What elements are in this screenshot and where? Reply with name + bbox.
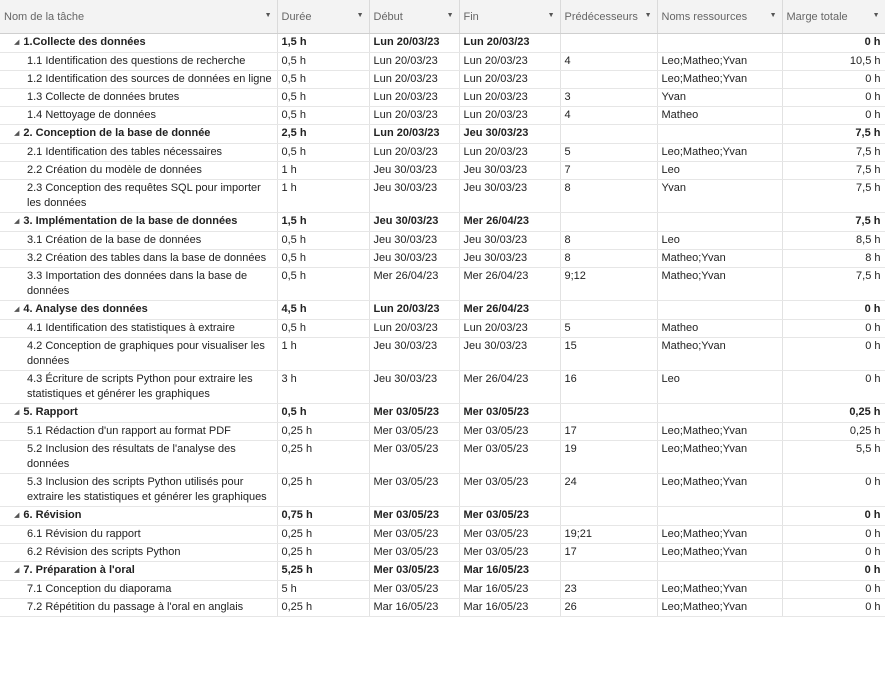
collapse-triangle-icon[interactable]: ◢: [14, 409, 20, 416]
summary-task-row[interactable]: [0, 562, 885, 581]
duration-cell[interactable]: 0,5 h: [277, 268, 369, 301]
duration-cell[interactable]: 0,75 h: [277, 507, 369, 526]
duration-cell[interactable]: 5,25 h: [277, 562, 369, 581]
end-date-cell[interactable]: Mar 16/05/23: [459, 562, 560, 581]
filter-dropdown-icon[interactable]: ▼: [446, 12, 454, 19]
resources-cell[interactable]: [657, 404, 782, 423]
predecessors-cell[interactable]: 8: [560, 180, 657, 213]
column-header-task-name[interactable]: Nom de la tâche ▼: [0, 0, 277, 34]
duration-cell[interactable]: 0,25 h: [277, 423, 369, 441]
total-slack-cell[interactable]: 8,5 h: [782, 232, 885, 250]
start-date-cell[interactable]: Lun 20/03/23: [369, 125, 459, 144]
resources-cell[interactable]: Leo;Matheo;Yvan: [657, 441, 782, 474]
end-date-cell[interactable]: Mer 03/05/23: [459, 507, 560, 526]
resources-cell[interactable]: Matheo;Yvan: [657, 338, 782, 371]
predecessors-cell[interactable]: 5: [560, 320, 657, 338]
start-date-cell[interactable]: Mer 03/05/23: [369, 581, 459, 599]
start-date-cell[interactable]: Jeu 30/03/23: [369, 213, 459, 232]
resources-cell[interactable]: [657, 125, 782, 144]
predecessors-cell[interactable]: 8: [560, 250, 657, 268]
predecessors-cell[interactable]: 4: [560, 53, 657, 71]
resources-cell[interactable]: Yvan: [657, 89, 782, 107]
filter-dropdown-icon[interactable]: ▼: [547, 12, 555, 19]
resources-cell[interactable]: Leo;Matheo;Yvan: [657, 526, 782, 544]
table-row[interactable]: [0, 250, 885, 268]
total-slack-cell[interactable]: 7,5 h: [782, 180, 885, 213]
table-row[interactable]: [0, 544, 885, 562]
table-row[interactable]: [0, 53, 885, 71]
total-slack-cell[interactable]: 0 h: [782, 320, 885, 338]
total-slack-cell[interactable]: 7,5 h: [782, 125, 885, 144]
start-date-cell[interactable]: Mer 03/05/23: [369, 544, 459, 562]
start-date-cell[interactable]: Mer 03/05/23: [369, 404, 459, 423]
resources-cell[interactable]: Leo;Matheo;Yvan: [657, 544, 782, 562]
predecessors-cell[interactable]: 16: [560, 371, 657, 404]
end-date-cell[interactable]: Lun 20/03/23: [459, 34, 560, 53]
task-name-cell[interactable]: ◢ 7. Préparation à l'oral: [0, 562, 277, 581]
start-date-cell[interactable]: Lun 20/03/23: [369, 71, 459, 89]
column-header-predecessors[interactable]: Prédécesseurs ▼: [560, 0, 657, 34]
start-date-cell[interactable]: Jeu 30/03/23: [369, 180, 459, 213]
filter-dropdown-icon[interactable]: ▼: [769, 12, 777, 19]
collapse-triangle-icon[interactable]: ◢: [14, 39, 20, 46]
predecessors-cell[interactable]: 15: [560, 338, 657, 371]
end-date-cell[interactable]: Mer 03/05/23: [459, 404, 560, 423]
header-row: [0, 0, 885, 34]
column-header-duration[interactable]: Durée ▼: [277, 0, 369, 34]
total-slack-cell[interactable]: 0 h: [782, 474, 885, 507]
table-row[interactable]: [0, 371, 885, 404]
predecessors-cell[interactable]: [560, 404, 657, 423]
task-name-cell[interactable]: 7.2 Répétition du passage à l'oral en anglais: [0, 599, 277, 617]
predecessors-cell[interactable]: [560, 213, 657, 232]
duration-cell[interactable]: 1 h: [277, 162, 369, 180]
summary-task-row[interactable]: [0, 507, 885, 526]
table-row[interactable]: [0, 338, 885, 371]
predecessors-cell[interactable]: [560, 301, 657, 320]
end-date-cell[interactable]: Lun 20/03/23: [459, 71, 560, 89]
start-date-cell[interactable]: Jeu 30/03/23: [369, 371, 459, 404]
end-date-cell[interactable]: Mer 03/05/23: [459, 423, 560, 441]
task-name-cell[interactable]: 1.4 Nettoyage de données: [0, 107, 277, 125]
collapse-triangle-icon[interactable]: ◢: [14, 306, 20, 313]
task-name-cell[interactable]: 2.2 Création du modèle de données: [0, 162, 277, 180]
task-name-cell[interactable]: 3.2 Création des tables dans la base de données: [0, 250, 277, 268]
task-name-cell[interactable]: 6.1 Révision du rapport: [0, 526, 277, 544]
start-date-cell[interactable]: Mer 03/05/23: [369, 423, 459, 441]
total-slack-cell[interactable]: 0 h: [782, 371, 885, 404]
start-date-cell[interactable]: Lun 20/03/23: [369, 53, 459, 71]
end-date-cell[interactable]: Mer 26/04/23: [459, 371, 560, 404]
filter-dropdown-icon[interactable]: ▼: [356, 12, 364, 19]
predecessors-cell[interactable]: 17: [560, 544, 657, 562]
summary-task-row[interactable]: [0, 301, 885, 320]
table-row[interactable]: [0, 180, 885, 213]
task-name-cell[interactable]: 1.2 Identification des sources de données en ligne: [0, 71, 277, 89]
predecessors-cell[interactable]: 9;12: [560, 268, 657, 301]
resources-cell[interactable]: [657, 562, 782, 581]
task-name-cell[interactable]: 4.2 Conception de graphiques pour visualiser les données: [0, 338, 277, 371]
end-date-cell[interactable]: Mar 16/05/23: [459, 599, 560, 617]
start-date-cell[interactable]: Lun 20/03/23: [369, 144, 459, 162]
predecessors-cell[interactable]: 7: [560, 162, 657, 180]
task-name-cell[interactable]: 5.1 Rédaction d'un rapport au format PDF: [0, 423, 277, 441]
resources-cell[interactable]: Leo;Matheo;Yvan: [657, 53, 782, 71]
column-header-end[interactable]: Fin ▼: [459, 0, 560, 34]
summary-task-row[interactable]: [0, 125, 885, 144]
end-date-cell[interactable]: Mer 26/04/23: [459, 268, 560, 301]
collapse-triangle-icon[interactable]: ◢: [14, 512, 20, 519]
column-header-total-slack[interactable]: Marge totale ▼: [782, 0, 885, 34]
end-date-cell[interactable]: Mer 03/05/23: [459, 526, 560, 544]
task-name-cell[interactable]: 5.2 Inclusion des résultats de l'analyse des données: [0, 441, 277, 474]
duration-cell[interactable]: 1,5 h: [277, 213, 369, 232]
start-date-cell[interactable]: Lun 20/03/23: [369, 301, 459, 320]
start-date-cell[interactable]: Jeu 30/03/23: [369, 250, 459, 268]
end-date-cell[interactable]: Lun 20/03/23: [459, 107, 560, 125]
start-date-cell[interactable]: Mer 03/05/23: [369, 562, 459, 581]
predecessors-cell[interactable]: [560, 125, 657, 144]
total-slack-cell[interactable]: 0 h: [782, 526, 885, 544]
summary-task-row[interactable]: [0, 404, 885, 423]
start-date-cell[interactable]: Mar 16/05/23: [369, 599, 459, 617]
duration-cell[interactable]: 2,5 h: [277, 125, 369, 144]
resources-cell[interactable]: Leo: [657, 371, 782, 404]
total-slack-cell[interactable]: 0 h: [782, 562, 885, 581]
summary-task-row[interactable]: [0, 34, 885, 53]
table-row[interactable]: [0, 441, 885, 474]
duration-cell[interactable]: 0,25 h: [277, 441, 369, 474]
duration-cell[interactable]: 1,5 h: [277, 34, 369, 53]
task-name-cell[interactable]: 6.2 Révision des scripts Python: [0, 544, 277, 562]
table-row[interactable]: [0, 162, 885, 180]
total-slack-cell[interactable]: 0 h: [782, 89, 885, 107]
duration-cell[interactable]: 0,5 h: [277, 107, 369, 125]
end-date-cell[interactable]: Mer 03/05/23: [459, 441, 560, 474]
total-slack-cell[interactable]: 0 h: [782, 34, 885, 53]
task-name-cell[interactable]: 4.1 Identification des statistiques à extraire: [0, 320, 277, 338]
duration-cell[interactable]: 0,25 h: [277, 544, 369, 562]
duration-cell[interactable]: 0,25 h: [277, 526, 369, 544]
total-slack-cell[interactable]: 10,5 h: [782, 53, 885, 71]
task-name-cell[interactable]: 3.1 Création de la base de données: [0, 232, 277, 250]
duration-cell[interactable]: 0,5 h: [277, 71, 369, 89]
resources-cell[interactable]: [657, 34, 782, 53]
task-name-cell[interactable]: 4.3 Écriture de scripts Python pour extraire les statistiques et générer les graphiques: [0, 371, 277, 404]
duration-cell[interactable]: 3 h: [277, 371, 369, 404]
table-row[interactable]: [0, 599, 885, 617]
task-name-cell[interactable]: 2.1 Identification des tables nécessaires: [0, 144, 277, 162]
resources-cell[interactable]: Leo;Matheo;Yvan: [657, 599, 782, 617]
start-date-cell[interactable]: Mer 03/05/23: [369, 526, 459, 544]
column-header-start[interactable]: Début ▼: [369, 0, 459, 34]
duration-cell[interactable]: 0,5 h: [277, 404, 369, 423]
task-name-cell[interactable]: ◢ 2. Conception de la base de donnée: [0, 125, 277, 144]
table-row[interactable]: [0, 423, 885, 441]
task-name-cell[interactable]: 1.3 Collecte de données brutes: [0, 89, 277, 107]
total-slack-cell[interactable]: 0 h: [782, 544, 885, 562]
duration-cell[interactable]: 4,5 h: [277, 301, 369, 320]
resources-cell[interactable]: Matheo: [657, 107, 782, 125]
predecessors-cell[interactable]: 19: [560, 441, 657, 474]
end-date-cell[interactable]: Lun 20/03/23: [459, 320, 560, 338]
resources-cell[interactable]: Leo: [657, 232, 782, 250]
task-name-cell[interactable]: ◢ 6. Révision: [0, 507, 277, 526]
table-row[interactable]: [0, 581, 885, 599]
collapse-triangle-icon[interactable]: ◢: [14, 218, 20, 225]
resources-cell[interactable]: [657, 301, 782, 320]
total-slack-cell[interactable]: 0 h: [782, 507, 885, 526]
total-slack-cell[interactable]: 7,5 h: [782, 213, 885, 232]
filter-dropdown-icon[interactable]: ▼: [872, 12, 880, 19]
start-date-cell[interactable]: Jeu 30/03/23: [369, 232, 459, 250]
total-slack-cell[interactable]: 0 h: [782, 599, 885, 617]
resources-cell[interactable]: Leo;Matheo;Yvan: [657, 71, 782, 89]
resources-cell[interactable]: Leo;Matheo;Yvan: [657, 474, 782, 507]
start-date-cell[interactable]: Jeu 30/03/23: [369, 162, 459, 180]
end-date-cell[interactable]: Lun 20/03/23: [459, 53, 560, 71]
table-row[interactable]: [0, 268, 885, 301]
duration-cell[interactable]: 1 h: [277, 338, 369, 371]
collapse-triangle-icon[interactable]: ◢: [14, 130, 20, 137]
total-slack-cell[interactable]: 0 h: [782, 581, 885, 599]
resources-cell[interactable]: [657, 213, 782, 232]
predecessors-cell[interactable]: 24: [560, 474, 657, 507]
predecessors-cell[interactable]: 17: [560, 423, 657, 441]
predecessors-cell[interactable]: [560, 562, 657, 581]
predecessors-cell[interactable]: 3: [560, 89, 657, 107]
start-date-cell[interactable]: Mer 03/05/23: [369, 441, 459, 474]
filter-dropdown-icon[interactable]: ▼: [264, 12, 272, 19]
collapse-triangle-icon[interactable]: ◢: [14, 567, 20, 574]
start-date-cell[interactable]: Lun 20/03/23: [369, 107, 459, 125]
predecessors-cell[interactable]: [560, 507, 657, 526]
end-date-cell[interactable]: Jeu 30/03/23: [459, 125, 560, 144]
end-date-cell[interactable]: Mer 03/05/23: [459, 474, 560, 507]
table-row[interactable]: [0, 144, 885, 162]
resources-cell[interactable]: [657, 507, 782, 526]
end-date-cell[interactable]: Jeu 30/03/23: [459, 232, 560, 250]
table-row[interactable]: [0, 526, 885, 544]
start-date-cell[interactable]: Lun 20/03/23: [369, 34, 459, 53]
end-date-cell[interactable]: Mar 16/05/23: [459, 581, 560, 599]
task-name-cell[interactable]: ◢ 3. Implémentation de la base de données: [0, 213, 277, 232]
total-slack-cell[interactable]: 0,25 h: [782, 423, 885, 441]
task-name-cell[interactable]: 2.3 Conception des requêtes SQL pour importer les données: [0, 180, 277, 213]
total-slack-cell[interactable]: 0,25 h: [782, 404, 885, 423]
predecessors-cell[interactable]: 4: [560, 107, 657, 125]
column-header-resources[interactable]: Noms ressources ▼: [657, 0, 782, 34]
total-slack-cell[interactable]: 5,5 h: [782, 441, 885, 474]
start-date-cell[interactable]: Lun 20/03/23: [369, 320, 459, 338]
end-date-cell[interactable]: Lun 20/03/23: [459, 144, 560, 162]
table-row[interactable]: [0, 107, 885, 125]
total-slack-cell[interactable]: 0 h: [782, 301, 885, 320]
start-date-cell[interactable]: Mer 03/05/23: [369, 474, 459, 507]
resources-cell[interactable]: Matheo;Yvan: [657, 268, 782, 301]
predecessors-cell[interactable]: 8: [560, 232, 657, 250]
task-name-cell[interactable]: ◢ 5. Rapport: [0, 404, 277, 423]
duration-cell[interactable]: 1 h: [277, 180, 369, 213]
end-date-cell[interactable]: Lun 20/03/23: [459, 89, 560, 107]
predecessors-cell[interactable]: [560, 34, 657, 53]
predecessors-cell[interactable]: 19;21: [560, 526, 657, 544]
total-slack-cell[interactable]: 0 h: [782, 107, 885, 125]
total-slack-cell[interactable]: 7,5 h: [782, 268, 885, 301]
resources-cell[interactable]: Leo;Matheo;Yvan: [657, 423, 782, 441]
task-name-cell[interactable]: ◢ 4. Analyse des données: [0, 301, 277, 320]
task-name-cell[interactable]: 3.3 Importation des données dans la base de données: [0, 268, 277, 301]
predecessors-cell[interactable]: 5: [560, 144, 657, 162]
filter-dropdown-icon[interactable]: ▼: [644, 12, 652, 19]
start-date-cell[interactable]: Jeu 30/03/23: [369, 338, 459, 371]
total-slack-cell[interactable]: 0 h: [782, 338, 885, 371]
end-date-cell[interactable]: Mer 03/05/23: [459, 544, 560, 562]
table-row[interactable]: [0, 474, 885, 507]
resources-cell[interactable]: Leo: [657, 162, 782, 180]
end-date-cell[interactable]: Jeu 30/03/23: [459, 250, 560, 268]
total-slack-cell[interactable]: 7,5 h: [782, 144, 885, 162]
resources-cell[interactable]: Leo;Matheo;Yvan: [657, 144, 782, 162]
duration-cell[interactable]: 0,5 h: [277, 232, 369, 250]
resources-cell[interactable]: Leo;Matheo;Yvan: [657, 581, 782, 599]
resources-cell[interactable]: Matheo: [657, 320, 782, 338]
task-name-cell[interactable]: ◢ 1.Collecte des données: [0, 34, 277, 53]
total-slack-cell[interactable]: 8 h: [782, 250, 885, 268]
duration-cell[interactable]: 0,5 h: [277, 89, 369, 107]
resources-cell[interactable]: Yvan: [657, 180, 782, 213]
end-date-cell[interactable]: Jeu 30/03/23: [459, 338, 560, 371]
task-name-cell[interactable]: 5.3 Inclusion des scripts Python utilisés pour extraire les statistiques et générer les graphiques: [0, 474, 277, 507]
end-date-cell[interactable]: Mer 26/04/23: [459, 213, 560, 232]
end-date-cell[interactable]: Mer 26/04/23: [459, 301, 560, 320]
predecessors-cell[interactable]: 26: [560, 599, 657, 617]
duration-cell[interactable]: 0,25 h: [277, 599, 369, 617]
table-row[interactable]: [0, 232, 885, 250]
end-date-cell[interactable]: Jeu 30/03/23: [459, 162, 560, 180]
resources-cell[interactable]: Matheo;Yvan: [657, 250, 782, 268]
start-date-cell[interactable]: Lun 20/03/23: [369, 89, 459, 107]
duration-cell[interactable]: 5 h: [277, 581, 369, 599]
duration-cell[interactable]: 0,5 h: [277, 320, 369, 338]
predecessors-cell[interactable]: 23: [560, 581, 657, 599]
table-row[interactable]: [0, 89, 885, 107]
duration-cell[interactable]: 0,5 h: [277, 53, 369, 71]
summary-task-row[interactable]: [0, 213, 885, 232]
total-slack-cell[interactable]: 0 h: [782, 71, 885, 89]
duration-cell[interactable]: 0,5 h: [277, 250, 369, 268]
predecessors-cell[interactable]: [560, 71, 657, 89]
table-row[interactable]: [0, 71, 885, 89]
total-slack-cell[interactable]: 7,5 h: [782, 162, 885, 180]
table-row[interactable]: [0, 320, 885, 338]
task-name-cell[interactable]: 1.1 Identification des questions de recherche: [0, 53, 277, 71]
duration-cell[interactable]: 0,5 h: [277, 144, 369, 162]
task-name-cell[interactable]: 7.1 Conception du diaporama: [0, 581, 277, 599]
end-date-cell[interactable]: Jeu 30/03/23: [459, 180, 560, 213]
start-date-cell[interactable]: Mer 03/05/23: [369, 507, 459, 526]
duration-cell[interactable]: 0,25 h: [277, 474, 369, 507]
start-date-cell[interactable]: Mer 26/04/23: [369, 268, 459, 301]
